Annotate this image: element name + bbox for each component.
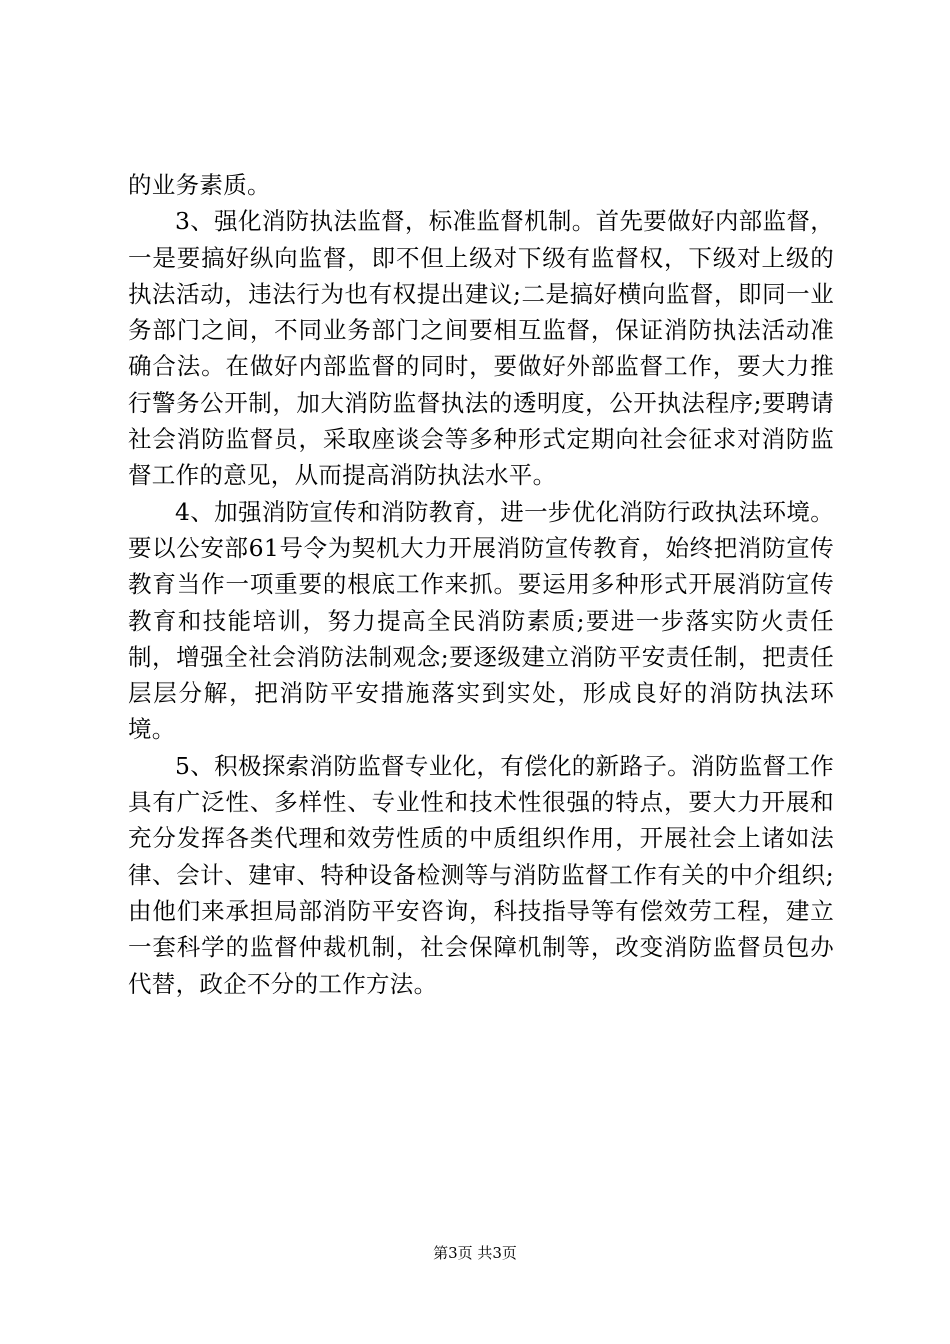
paragraph-continuation: 的业务素质。 bbox=[128, 171, 271, 199]
paragraph-item-5: 5、积极探索消防监督专业化，有偿化的新路子。消防监督工作具有广泛性、多样性、专业性和技术性很强的特点，要大力开展和充分发挥各类代理和效劳性质的中质组织作用，开展社会上诸如法律、会计、建审、特种设备检测等与消防监督工作有关的中介组织;由他们来承担局部消防平安咨询，科技指导等有偿效劳工程，建立一套科学的监督仲裁机制，社会保障机制等，改变消防监督员包办代替，政企不分的工作方法。 bbox=[128, 751, 834, 998]
document-body bbox=[128, 167, 834, 1002]
page-footer: 第3页 共3页 bbox=[433, 1244, 517, 1262]
paragraph-item-3: 3、强化消防执法监督，标准监督机制。首先要做好内部监督，一是要搞好纵向监督，即不但上级对下级有监督权，下级对上级的执法活动，违法行为也有权提出建议;二是搞好横向监督，即同一业务部门之间，不同业务部门之间要相互监督，保证消防执法活动准确合法。在做好内部监督的同时，要做好外部监督工作，要大力推行警务公开制，加大消防监督执法的透明度，公开执法程序;要聘请社会消防监督员，采取座谈会等多种形式定期向社会征求对消防监督工作的意见，从而提高消防执法水平。 bbox=[128, 207, 834, 490]
paragraph-item-4: 4、加强消防宣传和消防教育，进一步优化消防行政执法环境。要以公安部61号令为契机大力开展消防宣传教育，始终把消防宣传教育当作一项重要的根底工作来抓。要运用多种形式开展消防宣传教育和技能培训，努力提高全民消防素质;要进一步落实防火责任制，增强全社会消防法制观念;要逐级建立消防平安责任制，把责任层层分解，把消防平安措施落实到实处，形成良好的消防执法环境。 bbox=[128, 497, 834, 744]
